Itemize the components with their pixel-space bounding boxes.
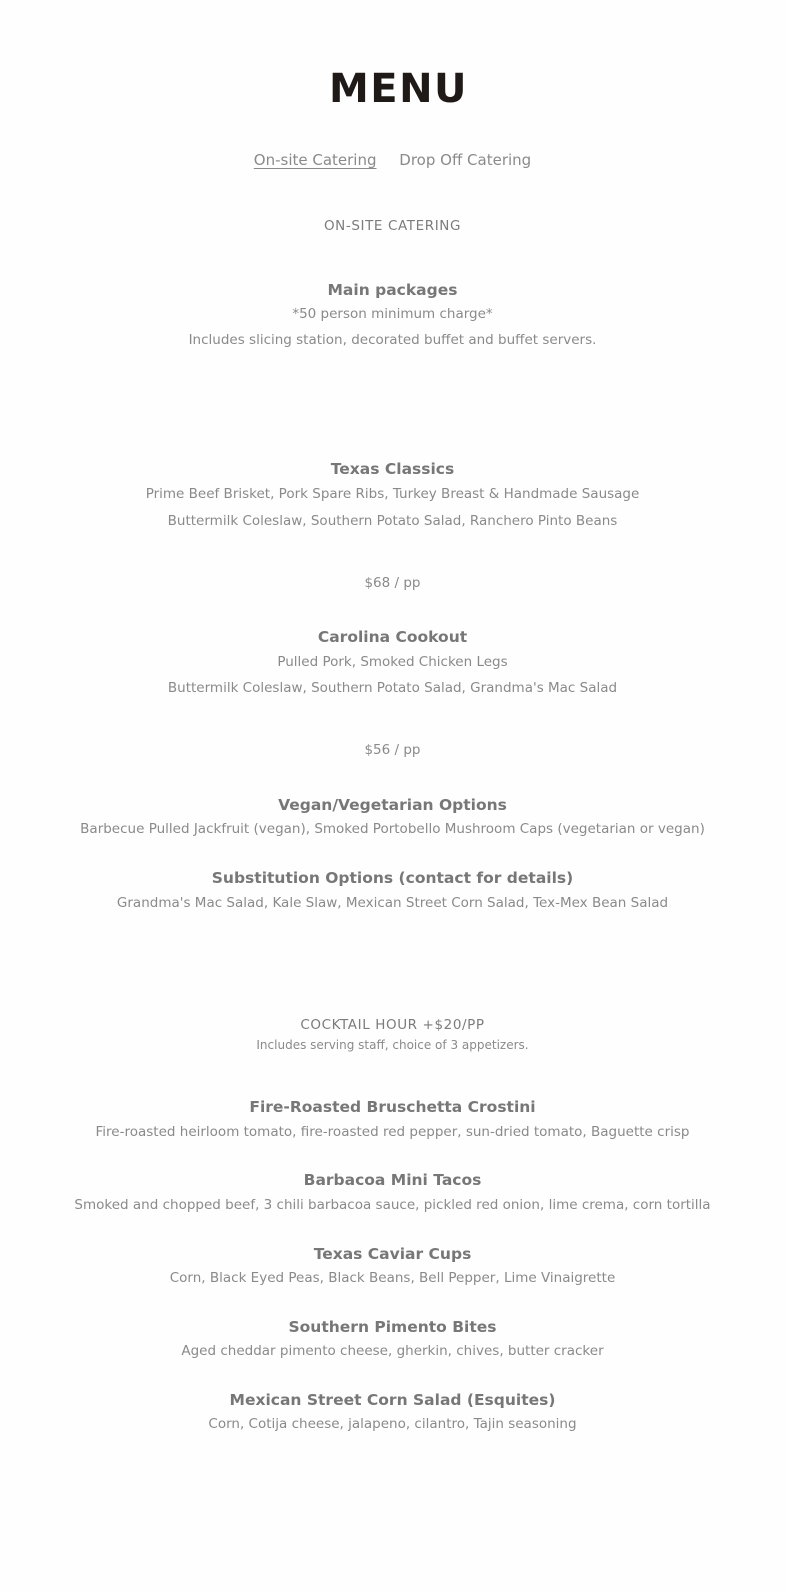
vegan-options-title: Vegan/Vegetarian Options	[278, 796, 507, 814]
substitution-options-title: Substitution Options (contact for details)	[211, 869, 574, 887]
appetizer-name: Fire-Roasted Bruschetta Crostini	[249, 1098, 536, 1116]
main-packages-title: Main packages	[327, 281, 458, 299]
catering-tabs	[0, 150, 785, 170]
package-sides: Buttermilk Coleslaw, Southern Potato Salad, Ranchero Pinto Beans	[167, 513, 618, 529]
appetizer-desc: Fire-roasted heirloom tomato, fire-roasted red pepper, sun-dried tomato, Baguette crisp	[95, 1124, 690, 1140]
appetizer-name: Southern Pimento Bites	[288, 1318, 497, 1336]
main-packages-includes: Includes slicing station, decorated buffet and buffet servers.	[188, 332, 597, 348]
package-name: Texas Classics	[330, 460, 455, 478]
appetizer-desc: Smoked and chopped beef, 3 chili barbacoa sauce, pickled red onion, lime crema, corn tortilla	[74, 1197, 711, 1213]
appetizer-name: Texas Caviar Cups	[313, 1245, 472, 1263]
appetizer-desc: Aged cheddar pimento cheese, gherkin, chives, butter cracker	[181, 1343, 604, 1359]
cocktail-section-subheading: Includes serving staff, choice of 3 appetizers.	[256, 1038, 529, 1052]
package-name: Carolina Cookout	[317, 628, 468, 646]
page-title: MENU	[328, 66, 469, 112]
package-price: $68 / pp	[364, 575, 421, 591]
onsite-section-heading: ON-SITE CATERING	[323, 218, 462, 234]
package-price: $56 / pp	[364, 742, 421, 758]
package-sides: Buttermilk Coleslaw, Southern Potato Salad, Grandma's Mac Salad	[167, 680, 618, 696]
tab-drop-off-catering[interactable]: Drop Off Catering	[399, 151, 532, 169]
appetizer-name: Barbacoa Mini Tacos	[303, 1171, 482, 1189]
appetizer-name: Mexican Street Corn Salad (Esquites)	[229, 1391, 556, 1409]
minimum-charge-note: *50 person minimum charge*	[292, 306, 493, 322]
cocktail-section-heading: COCKTAIL HOUR +$20/PP	[300, 1017, 485, 1033]
package-meats: Prime Beef Brisket, Pork Spare Ribs, Turkey Breast & Handmade Sausage	[145, 486, 640, 502]
substitution-options-desc: Grandma's Mac Salad, Kale Slaw, Mexican Street Corn Salad, Tex-Mex Bean Salad	[116, 895, 669, 911]
appetizer-desc: Corn, Cotija cheese, jalapeno, cilantro, Tajin seasoning	[208, 1416, 577, 1432]
appetizer-desc: Corn, Black Eyed Peas, Black Beans, Bell Pepper, Lime Vinaigrette	[169, 1270, 616, 1286]
package-meats: Pulled Pork, Smoked Chicken Legs	[277, 654, 508, 670]
vegan-options-desc: Barbecue Pulled Jackfruit (vegan), Smoked Portobello Mushroom Caps (vegetarian or vegan)	[80, 821, 705, 837]
tab-onsite-catering[interactable]: On-site Catering	[253, 151, 377, 169]
